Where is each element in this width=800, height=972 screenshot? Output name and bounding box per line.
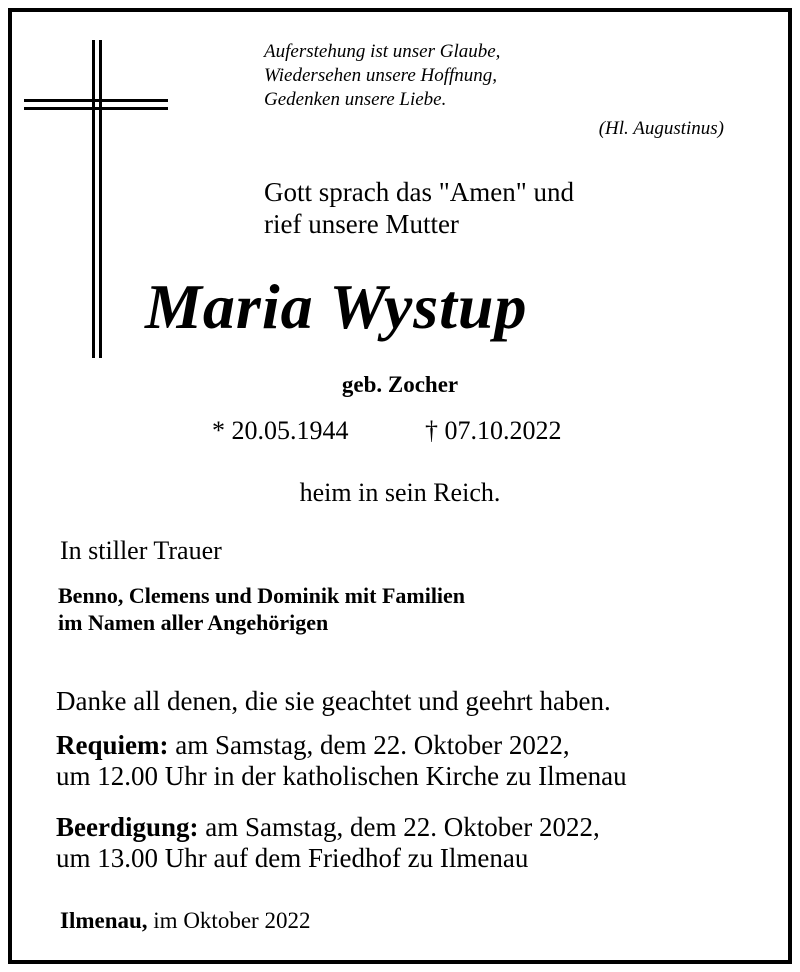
intro-text [264, 176, 574, 240]
requiem-location: um 12.00 Uhr in der katholischen Kirche zu Ilmenau [56, 761, 627, 791]
quote-line: Auferstehung ist unser Glaube, [264, 41, 501, 62]
footer [60, 908, 310, 934]
burial-label: Beerdigung: [56, 812, 199, 842]
intro-line: Gott sprach das "Amen" und [264, 177, 574, 207]
quote [264, 40, 500, 112]
thanks-text: Danke all denen, die sie geachtet und geehrt haben. [56, 686, 611, 716]
burial-date: am Samstag, dem 22. Oktober 2022, [198, 812, 600, 842]
intro-line: rief unsere Mutter [264, 209, 459, 239]
burial-line [56, 812, 600, 843]
mourners-line: Benno, Clemens und Dominik mit Familien [58, 583, 466, 608]
requiem-date: am Samstag, dem 22. Oktober 2022, [168, 730, 570, 760]
quote-line: Gedenken unsere Liebe. [264, 89, 447, 110]
requiem-line [56, 730, 627, 761]
quote-line: Wiedersehen unsere Hoffnung, [264, 65, 498, 86]
quote-source: (Hl. Augustinus) [598, 118, 724, 139]
burial-location: um 13.00 Uhr auf dem Friedhof zu Ilmenau [56, 843, 529, 873]
requiem-label: Requiem: [56, 730, 169, 760]
deceased-name: Maria Wystup [145, 271, 528, 342]
burial-info [56, 812, 600, 874]
birth-date: * 20.05.1944 [212, 416, 349, 445]
footer-date: im Oktober 2022 [147, 908, 311, 933]
mourners-line: im Namen aller Angehörigen [58, 610, 329, 635]
mourners [58, 582, 465, 636]
mourning-intro: In stiller Trauer [60, 536, 222, 565]
death-date: † 07.10.2022 [425, 416, 562, 445]
maiden-name: geb. Zocher [341, 372, 459, 397]
footer-place: Ilmenau, [60, 908, 148, 933]
outro-text: heim in sein Reich. [299, 478, 501, 507]
requiem-info [56, 730, 627, 792]
